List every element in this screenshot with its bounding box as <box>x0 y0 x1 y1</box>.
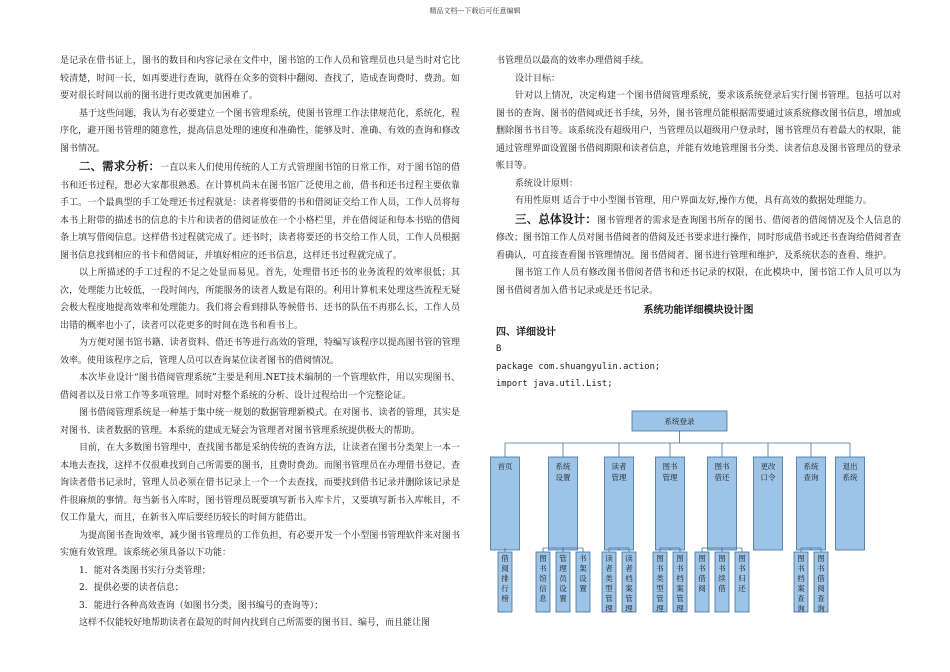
paragraph-text: 为提高图书查询效率，减少图书管理员的工作负担，有必要开发一个小型图书管理软件来对图书实施有效管理。该系统必须具备以下功能： <box>60 530 460 558</box>
code-line: package com.shuangyulin.action; <box>496 361 661 372</box>
paragraph-text: 图书借阅管理系统是一种基于集中统一规划的数据管理新模式。在对图书、读者的管理，其实是对图书、读者数据的管理。本系统的建成无疑会为管理者对图书管理系统提供极大的帮助。 <box>60 408 460 436</box>
page-header: 精品文档---下载后可任意编辑 <box>429 7 521 15</box>
paragraph <box>60 370 460 405</box>
paragraph <box>60 580 460 598</box>
module-label: 图书管理 <box>662 462 678 482</box>
figure-title: 系统功能详细模块设计图 <box>643 305 754 316</box>
paragraph-text: 这样不仅能较好地帮助读者在最短的时间内找到自己所需要的图书目、编号，而且能让图 <box>79 618 431 628</box>
submodule-label: 管理员设置 <box>559 554 567 603</box>
paragraph <box>60 265 460 335</box>
paragraph-text: 图书馆工作人员有修改图书借阅者借书和还书记录的权限，在此模块中，图书馆工作人员可以为图书借阅者加入借书记录或是还书记录。 <box>496 268 901 296</box>
paragraph-text: 目前，在大多数图书管理中，查找图书都是采纳传统的查询方法，让读者在图书分类架上一本一本地去查找，这样不仅很难找到自己所需要的图书，且费时费劲。而图书管理员在办理借书登记、查询读者借书记录时，管理人员必须在借书记录上一个一个去查找，而要找到借书记录并删除该记录是件很麻烦的事情。每当新书入库时，图书管理员既要填写新书入库卡片，又要填写新书入库帐目，不仅工作量大，而且，在新书入库后要经历较长的时间方能借出。 <box>60 443 460 523</box>
submodule-label: 图书归还 <box>738 554 746 593</box>
submodule-label: 图书馆信息 <box>539 554 547 603</box>
paragraph <box>60 53 460 106</box>
section-heading-detail: 四、详细设计 <box>496 326 556 338</box>
paragraph <box>496 88 901 176</box>
module-diagram <box>485 407 885 617</box>
submodule-label: 借阅排行榜 <box>501 554 509 603</box>
root-label: 系统登录 <box>664 417 695 426</box>
paragraph <box>60 335 460 370</box>
paragraph-text: 有用性原则 适合于中小型图书管理，用户界面友好,操作方便，具有高效的数据处理能力。 <box>515 196 872 206</box>
paragraph-text: 以上所描述的手工过程的不足之处显而易见。首先，处理借书还书的业务流程的效率很低；其次，处理能力比较低，一段时间内，所能服务的读者人数是有限的。利用计算机来处理这些流程无疑会极大程度地提高效率和处理能力。我们将会看到排队等候借书、还书的队伍不再那么长，工作人员出错的概率也小了，读者可以花更多的时间在选书和看书上。 <box>60 268 460 331</box>
submodule-label: 书架设置 <box>579 554 587 593</box>
submodule-label: 读者类型管理 <box>605 554 613 613</box>
paragraph-text: 一直以来人们使用传统的人工方式管理图书馆的日常工作，对于图书馆的借书和还书过程，想必大家都很熟悉。在计算机尚未在图书馆广泛使用之前，借书和还书过程主要依靠手工。一个最典型的手工处理还书过程就是：读者将要借的书和借阅证交给工作人员，工作人员将每本书上附带的描述书的信息的卡片和读者的借阅证放在一个小格栏里，并在借阅证和每本书贴的借阅条上填写借阅信息。这样借书过程就完成了。还书时，读者将要还的书交给工作人员，工作人员根据图书信息找到相应的书卡和借阅证，并填好相应的还书信息，这样还书过程就完成了。 <box>60 163 460 261</box>
paragraph-text: 为方便对图书馆书籍、读者资料、借还书等进行高效的管理，特编写该程序以提高图书管的管理效率。使用该程序之后，管理人员可以查询某位读者图书的借阅情况。 <box>60 338 460 366</box>
module-label: 退出系统 <box>842 462 858 482</box>
module-label: 系统设置 <box>555 462 571 482</box>
code-block <box>496 341 901 394</box>
paragraph <box>60 563 460 581</box>
section-heading: 二、需求分析： <box>79 159 161 173</box>
paragraph-text: 1．能对各类图书实行分类管理； <box>79 565 211 576</box>
paragraph <box>60 598 460 616</box>
paragraph <box>60 158 460 265</box>
paragraph-text: 2．提供必要的读者信息； <box>79 583 184 593</box>
paragraph-text: 本次毕业设计“图书借阅管理系统”主要是利用.NET技术编制的一个管理软件，用以实现图书、借阅者以及日常工作等多项管理。同时对整个系统的分析、设计过程给出一个完整论证。 <box>60 373 460 401</box>
paragraph <box>496 176 901 194</box>
paragraph <box>496 53 901 71</box>
module-label: 系统查询 <box>803 462 819 482</box>
paragraph-text: 是记录在借书证上，图书的数目和内容记录在文件中，图书馆的工作人员和管理员也只是当时对它比较清楚，时间一长，如再要进行查询，就得在众多的资料中翻阅、查找了，造成查询费时、费劲。如要对很长时间以前的图书进行更改就更加困难了。 <box>60 56 460 101</box>
paragraph <box>60 528 460 563</box>
code-line: B <box>496 344 502 354</box>
submodule-label: 图书借阅 <box>698 554 706 593</box>
right-column <box>496 53 901 394</box>
submodule-label: 图书借阅查询 <box>817 554 825 613</box>
paragraph <box>60 440 460 528</box>
paragraph-text: 3．能进行各种高效查询（如图书分类，图书编号的查询等）； <box>79 600 324 611</box>
left-column <box>60 53 460 633</box>
paragraph-text: 设计目标： <box>515 73 561 84</box>
paragraph <box>496 193 901 211</box>
paragraph <box>60 405 460 440</box>
paragraph <box>496 265 901 300</box>
paragraph <box>60 615 460 633</box>
paragraph <box>60 106 460 159</box>
submodule-label: 图书档案查询 <box>797 554 805 613</box>
module-label: 读者管理 <box>611 462 627 482</box>
submodule-label: 读者档案管理 <box>625 554 633 613</box>
paragraph-text: 书管理员以最高的效率办理借阅手续。 <box>496 56 650 66</box>
submodule-label: 图书续借 <box>718 554 726 593</box>
paragraph <box>496 71 901 89</box>
module-label: 更改口令 <box>760 462 776 482</box>
code-line: import java.util.List; <box>496 379 613 389</box>
module-label: 首页 <box>497 462 513 471</box>
right-paragraphs <box>496 53 901 300</box>
submodule-label: 图书档案管理 <box>676 554 684 613</box>
submodule-label: 图书类型管理 <box>656 554 664 613</box>
module-label: 图书借还 <box>714 462 730 482</box>
section-heading: 三、总体设计： <box>515 211 598 226</box>
paragraph-text: 针对以上情况，决定构建一个图书借阅管理系统，要求该系统登录后实行图书管理。包括可以对图书的查询、图书的借阅或还书手续，另外，图书管理员能根据需要通过该系统修改图书信息，增加或删除图书书目等。该系统没有超级用户，当管理员以超级用户登录时，图书管理员有着最大的权限，能通过管理界面设置图书借阅期限和读者信息，并能有效地管理图书分类、读者信息及图书管理员的登录帐目等。 <box>496 91 902 171</box>
paragraph-text: 图书管理者的需求是查询图书所存的图书、借阅者的借阅情况及个人信息的修改；图书馆工作人员对图书借阅者的借阅及还书要求进行操作，同时形成借书或还书查询给借阅者查看确认，可直接查看图书管理情况。图书借阅者、图书进行管理和维护，及系统状态的查看、维护。 <box>496 215 902 261</box>
paragraph <box>496 211 901 266</box>
paragraph-text: 基于这些问题，我认为有必要建立一个图书管理系统，使图书管理工作法律规范化，系统化，程序化，避开图书管理的随意性，提高信息处理的速度和准确性，能够及时、准确、有效的查询和修改图书情况。 <box>60 108 460 154</box>
paragraph-text: 系统设计原则： <box>515 178 579 189</box>
